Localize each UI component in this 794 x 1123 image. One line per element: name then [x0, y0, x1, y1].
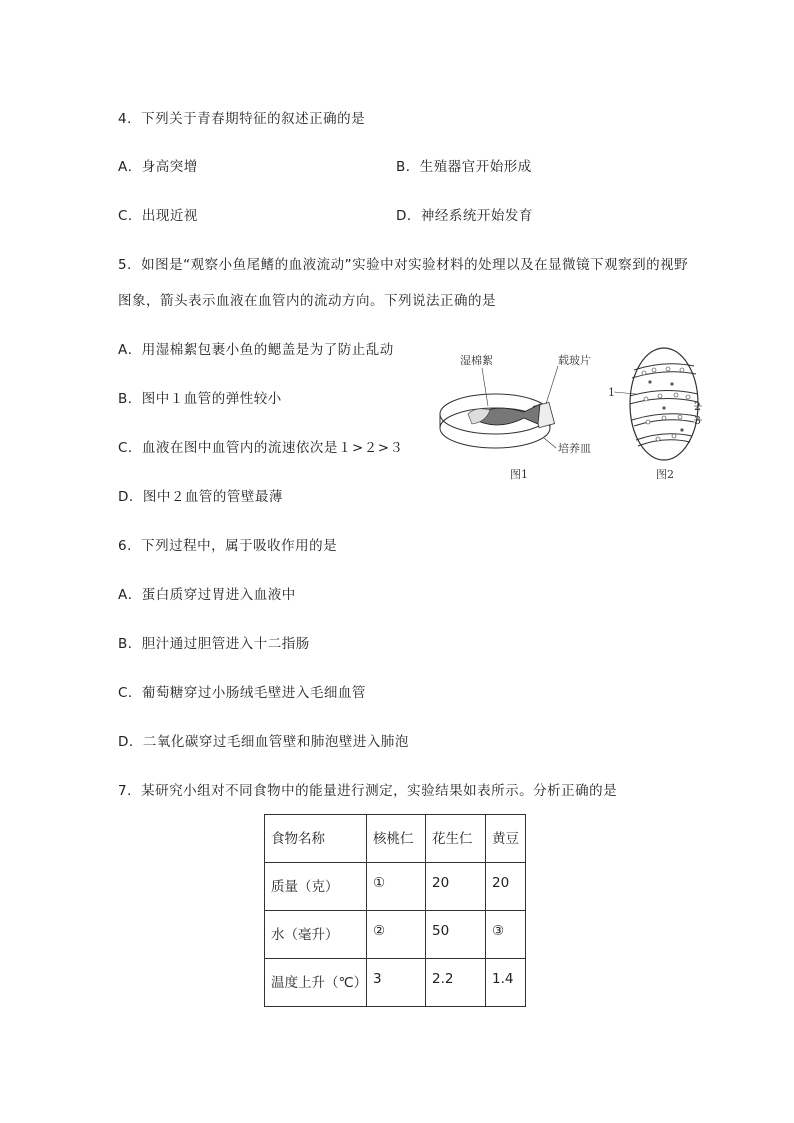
- fig2-label-2: 2: [694, 400, 701, 413]
- table-cell: ③: [486, 911, 526, 959]
- fig1-caption: 图1: [510, 468, 528, 481]
- q6-stem: 6．下列过程中，属于吸收作用的是: [118, 538, 338, 554]
- fig2-microscope-field: [608, 348, 702, 481]
- table-header-row: [265, 815, 526, 863]
- fig2-label-1: 1: [608, 386, 615, 399]
- table-cell: 质量（克）: [265, 863, 367, 911]
- table-cell: 50: [426, 911, 486, 959]
- q6-option-a: A．蛋白质穿过胃进入血液中: [118, 587, 296, 603]
- q5-option-d: D．图中２血管的管壁最薄: [118, 489, 283, 505]
- q5-stem-line2: 图象，箭头表示血液在血管内的流动方向。下列说法正确的是: [118, 293, 496, 309]
- fig2-caption: 图2: [656, 468, 674, 481]
- table-cell: 1.4: [486, 959, 526, 1007]
- q5-figure: [432, 346, 702, 486]
- q4-option-d: D．神经系统开始发育: [396, 208, 533, 224]
- table-header-cell: 核桃仁: [367, 815, 426, 863]
- table-header-cell: 黄豆: [486, 815, 526, 863]
- q7-table: [264, 814, 526, 1007]
- table-cell: 20: [426, 863, 486, 911]
- table-header-cell: 食物名称: [265, 815, 367, 863]
- q5-option-a: A．用湿棉絮包裹小鱼的鳃盖是为了防止乱动: [118, 342, 394, 358]
- fig1-label-slide: 载玻片: [558, 354, 591, 367]
- q5-option-b: B．图中１血管的弹性较小: [118, 391, 282, 407]
- q4-stem: 4．下列关于青春期特征的叙述正确的是: [118, 111, 366, 127]
- table-cell: 3: [367, 959, 426, 1007]
- q5-stem-line1: 5．如图是“观察小鱼尾鳍的血液流动”实验中对实验材料的处理以及在显微镜下观察到的视野: [118, 257, 689, 273]
- table-cell: 温度上升（℃）: [265, 959, 367, 1007]
- fig1-label-dish: 培养皿: [558, 442, 591, 455]
- fig1-label-cotton: 湿棉絮: [460, 354, 493, 367]
- q5-option-c: C．血液在图中血管内的流速依次是１>２>３: [118, 440, 404, 456]
- table-row: [265, 863, 526, 911]
- q7-stem: 7．某研究小组对不同食物中的能量进行测定，实验结果如表所示。分析正确的是: [118, 783, 618, 799]
- table-cell: 20: [486, 863, 526, 911]
- table-cell: ②: [367, 911, 426, 959]
- table-cell: 水（毫升）: [265, 911, 367, 959]
- table-header-cell: 花生仁: [426, 815, 486, 863]
- fig2-label-3: 3: [694, 414, 701, 427]
- table-cell: 2.2: [426, 959, 486, 1007]
- table-row: [265, 959, 526, 1007]
- q6-option-c: C．葡萄糖穿过小肠绒毛壁进入毛细血管: [118, 685, 366, 701]
- q6-option-b: B．胆汁通过胆管进入十二指肠: [118, 636, 310, 652]
- table-row: [265, 911, 526, 959]
- q4-option-c: C．出现近视: [118, 208, 198, 224]
- q6-option-d: D．二氧化碳穿过毛细血管壁和肺泡壁进入肺泡: [118, 734, 409, 750]
- q4-option-b: B．生殖器官开始形成: [396, 159, 532, 175]
- fig1-petri-dish: [440, 353, 591, 481]
- q4-option-a: A．身高突增: [118, 159, 198, 175]
- table-cell: ①: [367, 863, 426, 911]
